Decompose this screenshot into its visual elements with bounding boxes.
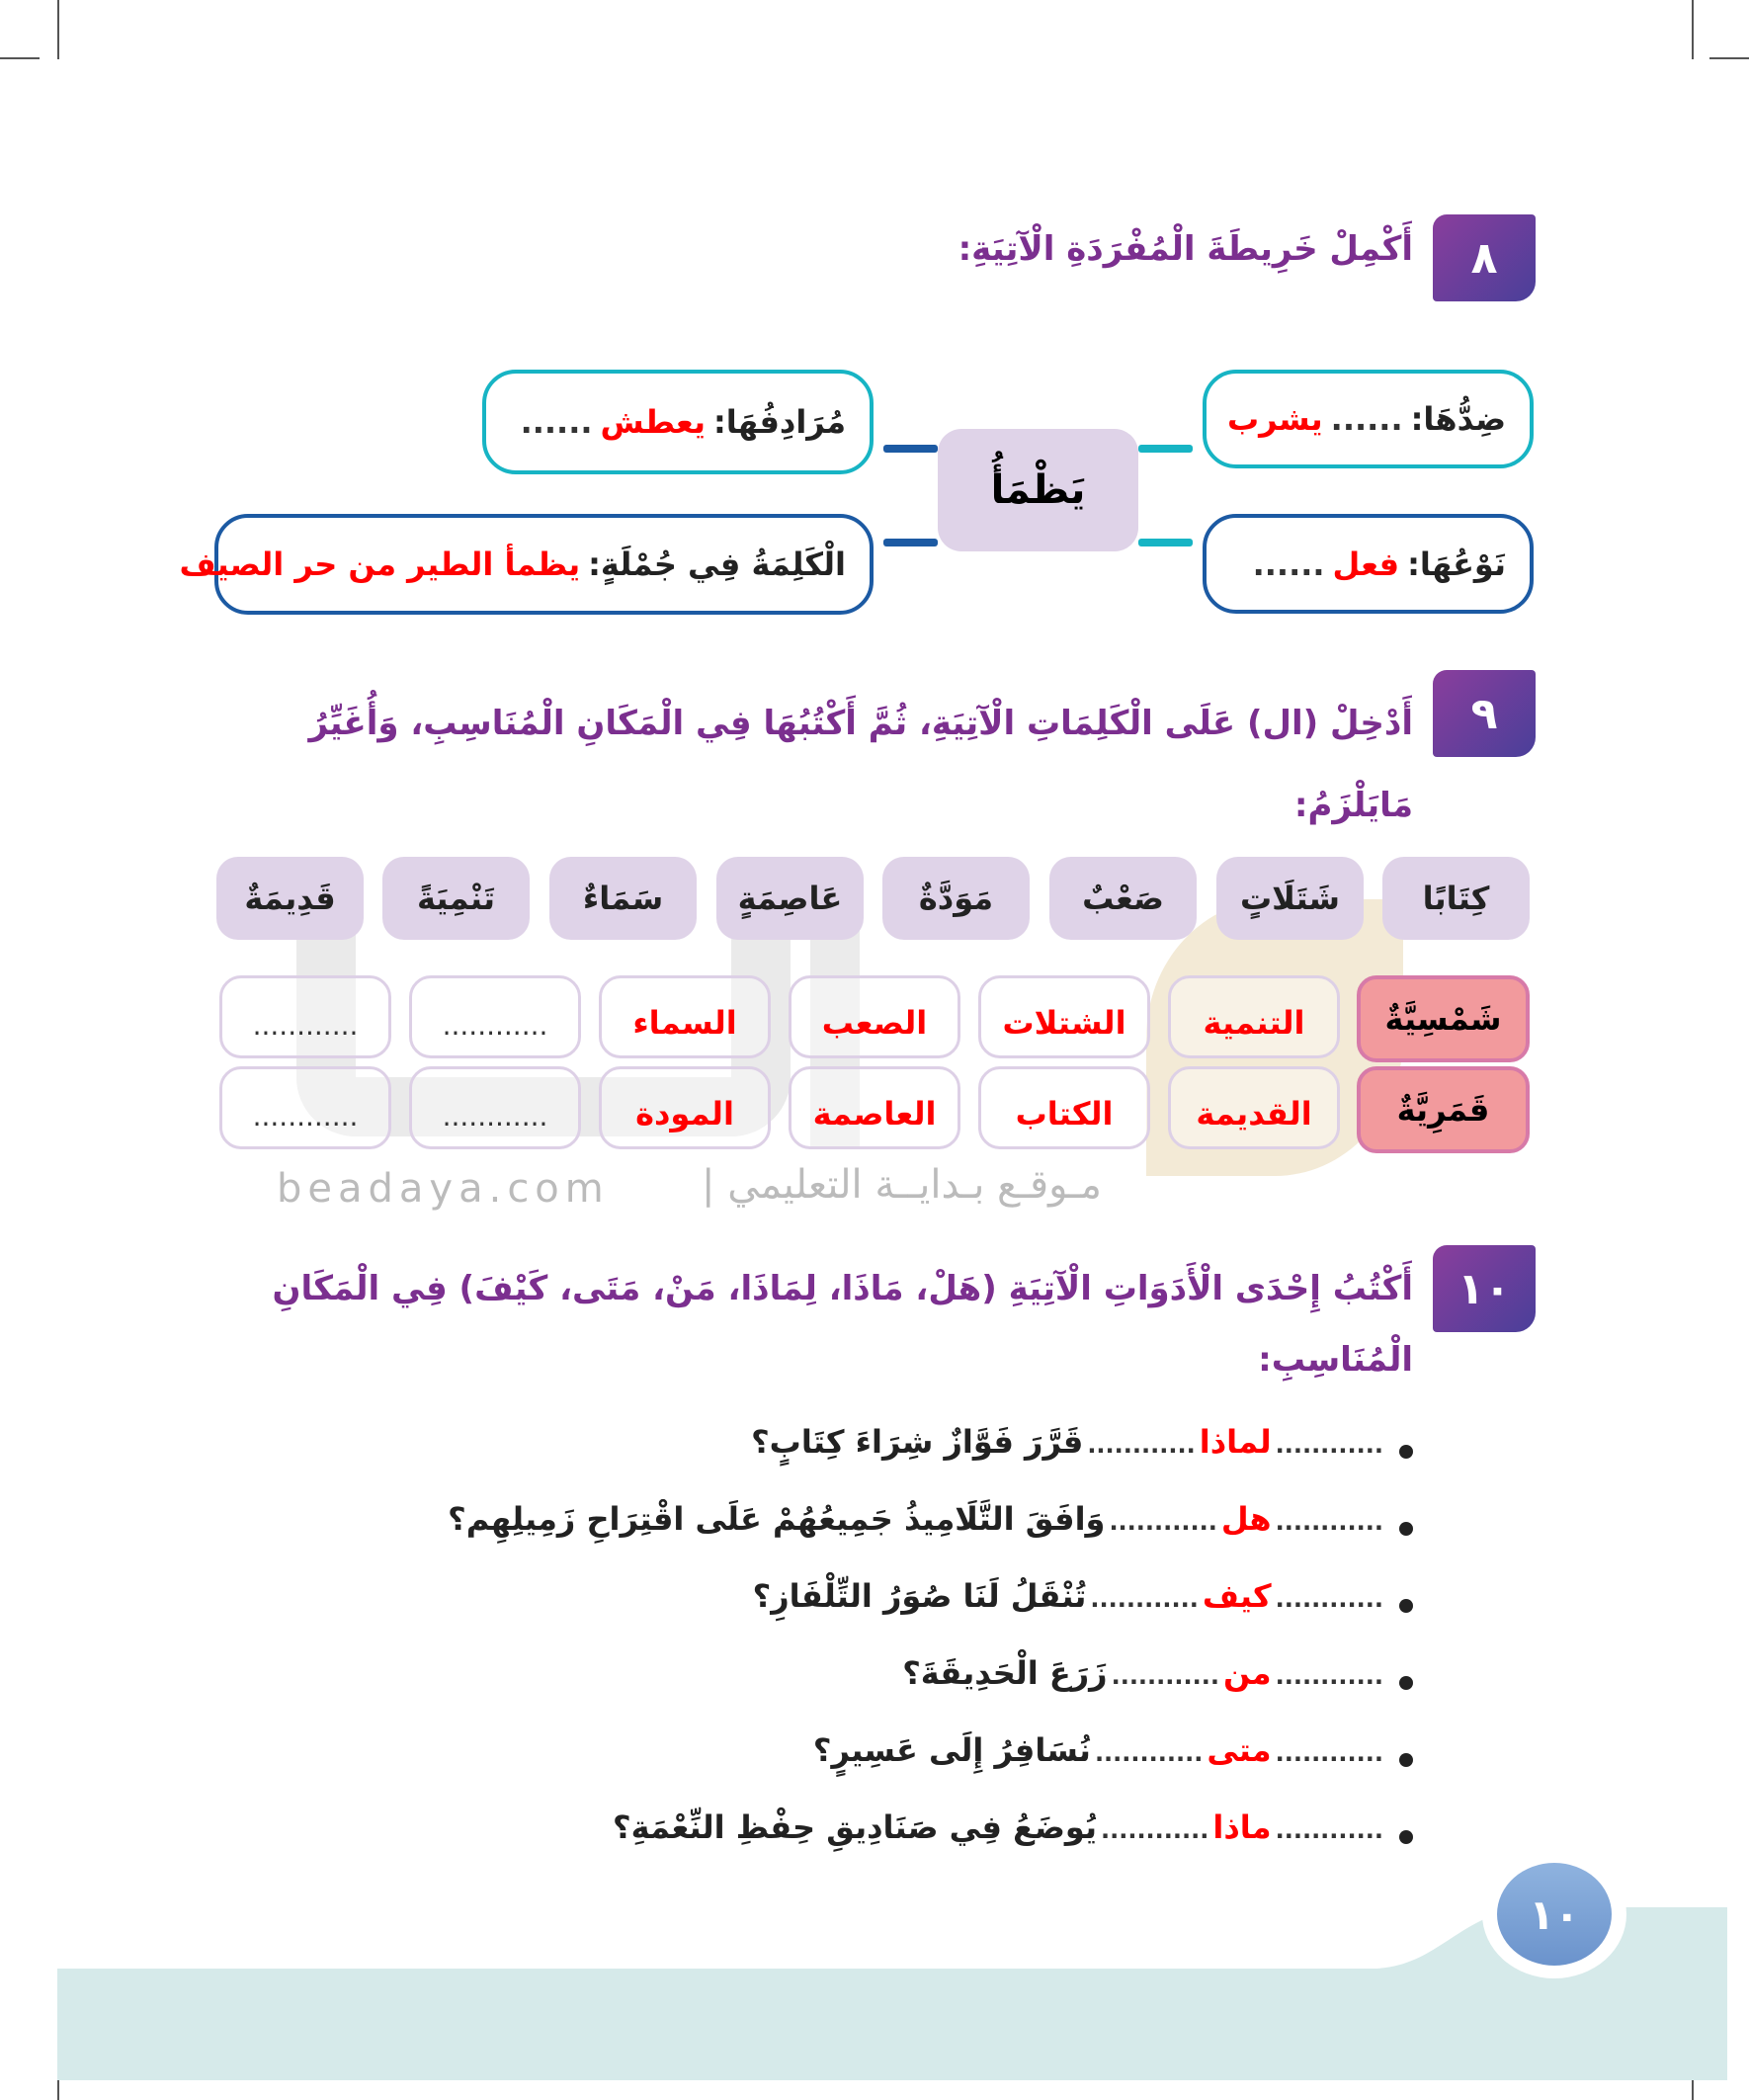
dots: ............	[252, 1100, 359, 1133]
item-answer: ماذا	[1212, 1808, 1272, 1846]
page-number: ١٠	[1497, 1863, 1612, 1966]
page-number-circle	[1482, 1850, 1626, 1978]
arrow-left-icon	[883, 539, 938, 546]
word-chip: صَعْبٌ	[1049, 857, 1197, 940]
bullet-icon	[1399, 1676, 1413, 1690]
item-answer: كيف	[1202, 1577, 1272, 1615]
dots: ......	[1252, 545, 1325, 583]
bullet-icon	[1399, 1830, 1413, 1844]
dots: ............	[1090, 1585, 1199, 1613]
question-8-badge: ٨	[1433, 214, 1536, 301]
opposite-label: ضِدُّهَا:	[1410, 400, 1506, 438]
item-answer: لماذا	[1199, 1423, 1272, 1461]
shamsiya-answer-cell	[978, 975, 1150, 1058]
synonym-box	[482, 370, 874, 474]
qamariya-answer-cell	[219, 1066, 391, 1149]
dots: ............	[1111, 1662, 1219, 1690]
dots: ......	[520, 403, 593, 441]
qamariya-answer: المودة	[635, 1095, 734, 1133]
word-chip: مَوَدَّةٌ	[882, 857, 1030, 940]
qamariya-label: قَمَرِيَّةٌ	[1357, 1066, 1530, 1153]
question-9-line2: مَايَلْزَمُ:	[1293, 786, 1413, 825]
question-item	[902, 1654, 1383, 1692]
arrow-right-icon	[1138, 539, 1193, 546]
opposite-box	[1203, 370, 1534, 468]
item-answer: هل	[1220, 1500, 1272, 1538]
dots: ............	[1275, 1431, 1383, 1459]
dots: ............	[1275, 1739, 1383, 1767]
shamsiya-answer: الصعب	[821, 1004, 928, 1042]
dots: ............	[442, 1100, 548, 1133]
sentence-answer: يظمأ الطير من حر الصيف	[179, 546, 581, 583]
bullet-icon	[1399, 1522, 1413, 1536]
item-text: زَرَعَ الْحَدِيقَةَ؟	[902, 1654, 1108, 1692]
word-chip: شَتَلَاتٍ	[1216, 857, 1364, 940]
word-chip: سَمَاءٌ	[549, 857, 697, 940]
qamariya-answer-cell	[409, 1066, 581, 1149]
type-answer: فعل	[1332, 545, 1400, 583]
sentence-label: الْكَلِمَةُ فِي جُمْلَةٍ:	[588, 546, 846, 583]
shamsiya-answer-cell	[219, 975, 391, 1058]
shamsiya-answer: السماء	[632, 1004, 737, 1042]
shamsiya-answer-cell	[409, 975, 581, 1058]
dots: ............	[252, 1009, 359, 1042]
watermark-arabic: مـوقـع بـدايــة التعليمي |	[702, 1162, 1102, 1208]
shamsiya-answer-cell	[599, 975, 771, 1058]
bullet-icon	[1399, 1599, 1413, 1613]
footer-band	[57, 1897, 1727, 2085]
dots: ............	[1275, 1585, 1383, 1613]
bullet-icon	[1399, 1753, 1413, 1767]
shamsiya-label: شَمْسِيَّةٌ	[1357, 975, 1530, 1062]
question-8-title: أَكْمِلْ خَرِيطَةَ الْمُفْرَدَةِ الْآتِيَةِ:	[958, 229, 1413, 269]
question-item	[448, 1500, 1383, 1538]
crop-mark	[1692, 0, 1694, 59]
dots: ............	[1094, 1739, 1204, 1767]
question-item	[753, 1577, 1383, 1615]
bullet-icon	[1399, 1445, 1413, 1459]
item-text: وَافَقَ التَّلَامِيذُ جَمِيعُهُمْ عَلَى اقْتِرَاحِ زَمِيلِهِم؟	[448, 1500, 1106, 1538]
qamariya-answer-cell	[789, 1066, 960, 1149]
watermark-latin: beadaya.com	[277, 1166, 610, 1212]
type-label: نَوْعُهَا:	[1407, 545, 1506, 583]
qamariya-answer: القديمة	[1196, 1095, 1312, 1133]
qamariya-answer: الكتاب	[1015, 1095, 1114, 1133]
arrow-right-icon	[1138, 445, 1193, 453]
dots: ............	[1275, 1508, 1383, 1536]
shamsiya-answer: الشتلات	[1002, 1004, 1126, 1042]
dots: ............	[442, 1009, 548, 1042]
word-chip: تَنْمِيَةً	[382, 857, 530, 940]
question-item	[613, 1808, 1383, 1846]
question-10-line1: أَكْتُبُ إِحْدَى الْأَدَوَاتِ الْآتِيَةِ (هَلْ، مَاذَا، لِمَاذَا، مَنْ، مَتَى، كَيْفَ) فِي الْمَكَانِ	[272, 1269, 1413, 1308]
center-word: يَظْمَأُ	[938, 429, 1138, 551]
shamsiya-answer-cell	[789, 975, 960, 1058]
dots: ............	[1100, 1816, 1209, 1844]
qamariya-answer-cell	[1168, 1066, 1340, 1149]
item-answer: متى	[1207, 1731, 1272, 1769]
dots: ......	[1330, 400, 1403, 438]
question-9-line1: أَدْخِلْ (ال) عَلَى الْكَلِمَاتِ الْآتِيَةِ، ثُمَّ أَكْتُبُهَا فِي الْمَكَانِ الْمُنَاسِبِ، وَأُغَيِّرُ	[308, 704, 1413, 743]
question-9-badge: ٩	[1433, 670, 1536, 757]
dots: ............	[1109, 1508, 1217, 1536]
sentence-box	[179, 514, 874, 615]
opposite-answer: يشرب	[1227, 400, 1323, 438]
question-item	[751, 1423, 1383, 1461]
shamsiya-answer: التنمية	[1203, 1004, 1305, 1042]
item-text: تُنْقَلُ لَنَا صُوَرُ التِّلْفَازِ؟	[752, 1577, 1087, 1615]
item-text: نُسَافِرُ إِلَى عَسِيرٍ؟	[812, 1731, 1091, 1769]
word-chip: كِتَابًا	[1382, 857, 1530, 940]
synonym-label: مُرَادِفُهَا:	[713, 403, 846, 441]
word-chip: قَدِيمَةٌ	[216, 857, 364, 940]
item-answer: من	[1222, 1654, 1272, 1692]
item-text: قَرَّرَ فَوَّازٌ شِرَاءَ كِتَابٍ؟	[751, 1423, 1084, 1461]
qamariya-answer-cell	[599, 1066, 771, 1149]
qamariya-answer: العاصمة	[812, 1095, 937, 1133]
shamsiya-answer-cell	[1168, 975, 1340, 1058]
dots: ............	[1087, 1431, 1196, 1459]
item-text: يُوضَعُ فِي صَنَادِيقِ حِفْظِ النِّعْمَةِ؟	[613, 1808, 1097, 1846]
word-chip: عَاصِمَةٍ	[716, 857, 864, 940]
question-10-badge: ١٠	[1433, 1245, 1536, 1332]
crop-mark	[1709, 57, 1749, 59]
crop-mark	[0, 57, 40, 59]
synonym-answer: يعطش	[600, 403, 706, 441]
dots: ............	[1275, 1662, 1383, 1690]
type-box	[1203, 514, 1534, 614]
question-item	[813, 1731, 1383, 1769]
question-10-line2: الْمُنَاسِبِ:	[1258, 1340, 1413, 1380]
crop-mark	[57, 0, 59, 59]
qamariya-answer-cell	[978, 1066, 1150, 1149]
arrow-left-icon	[883, 445, 938, 453]
dots: ............	[1275, 1816, 1383, 1844]
